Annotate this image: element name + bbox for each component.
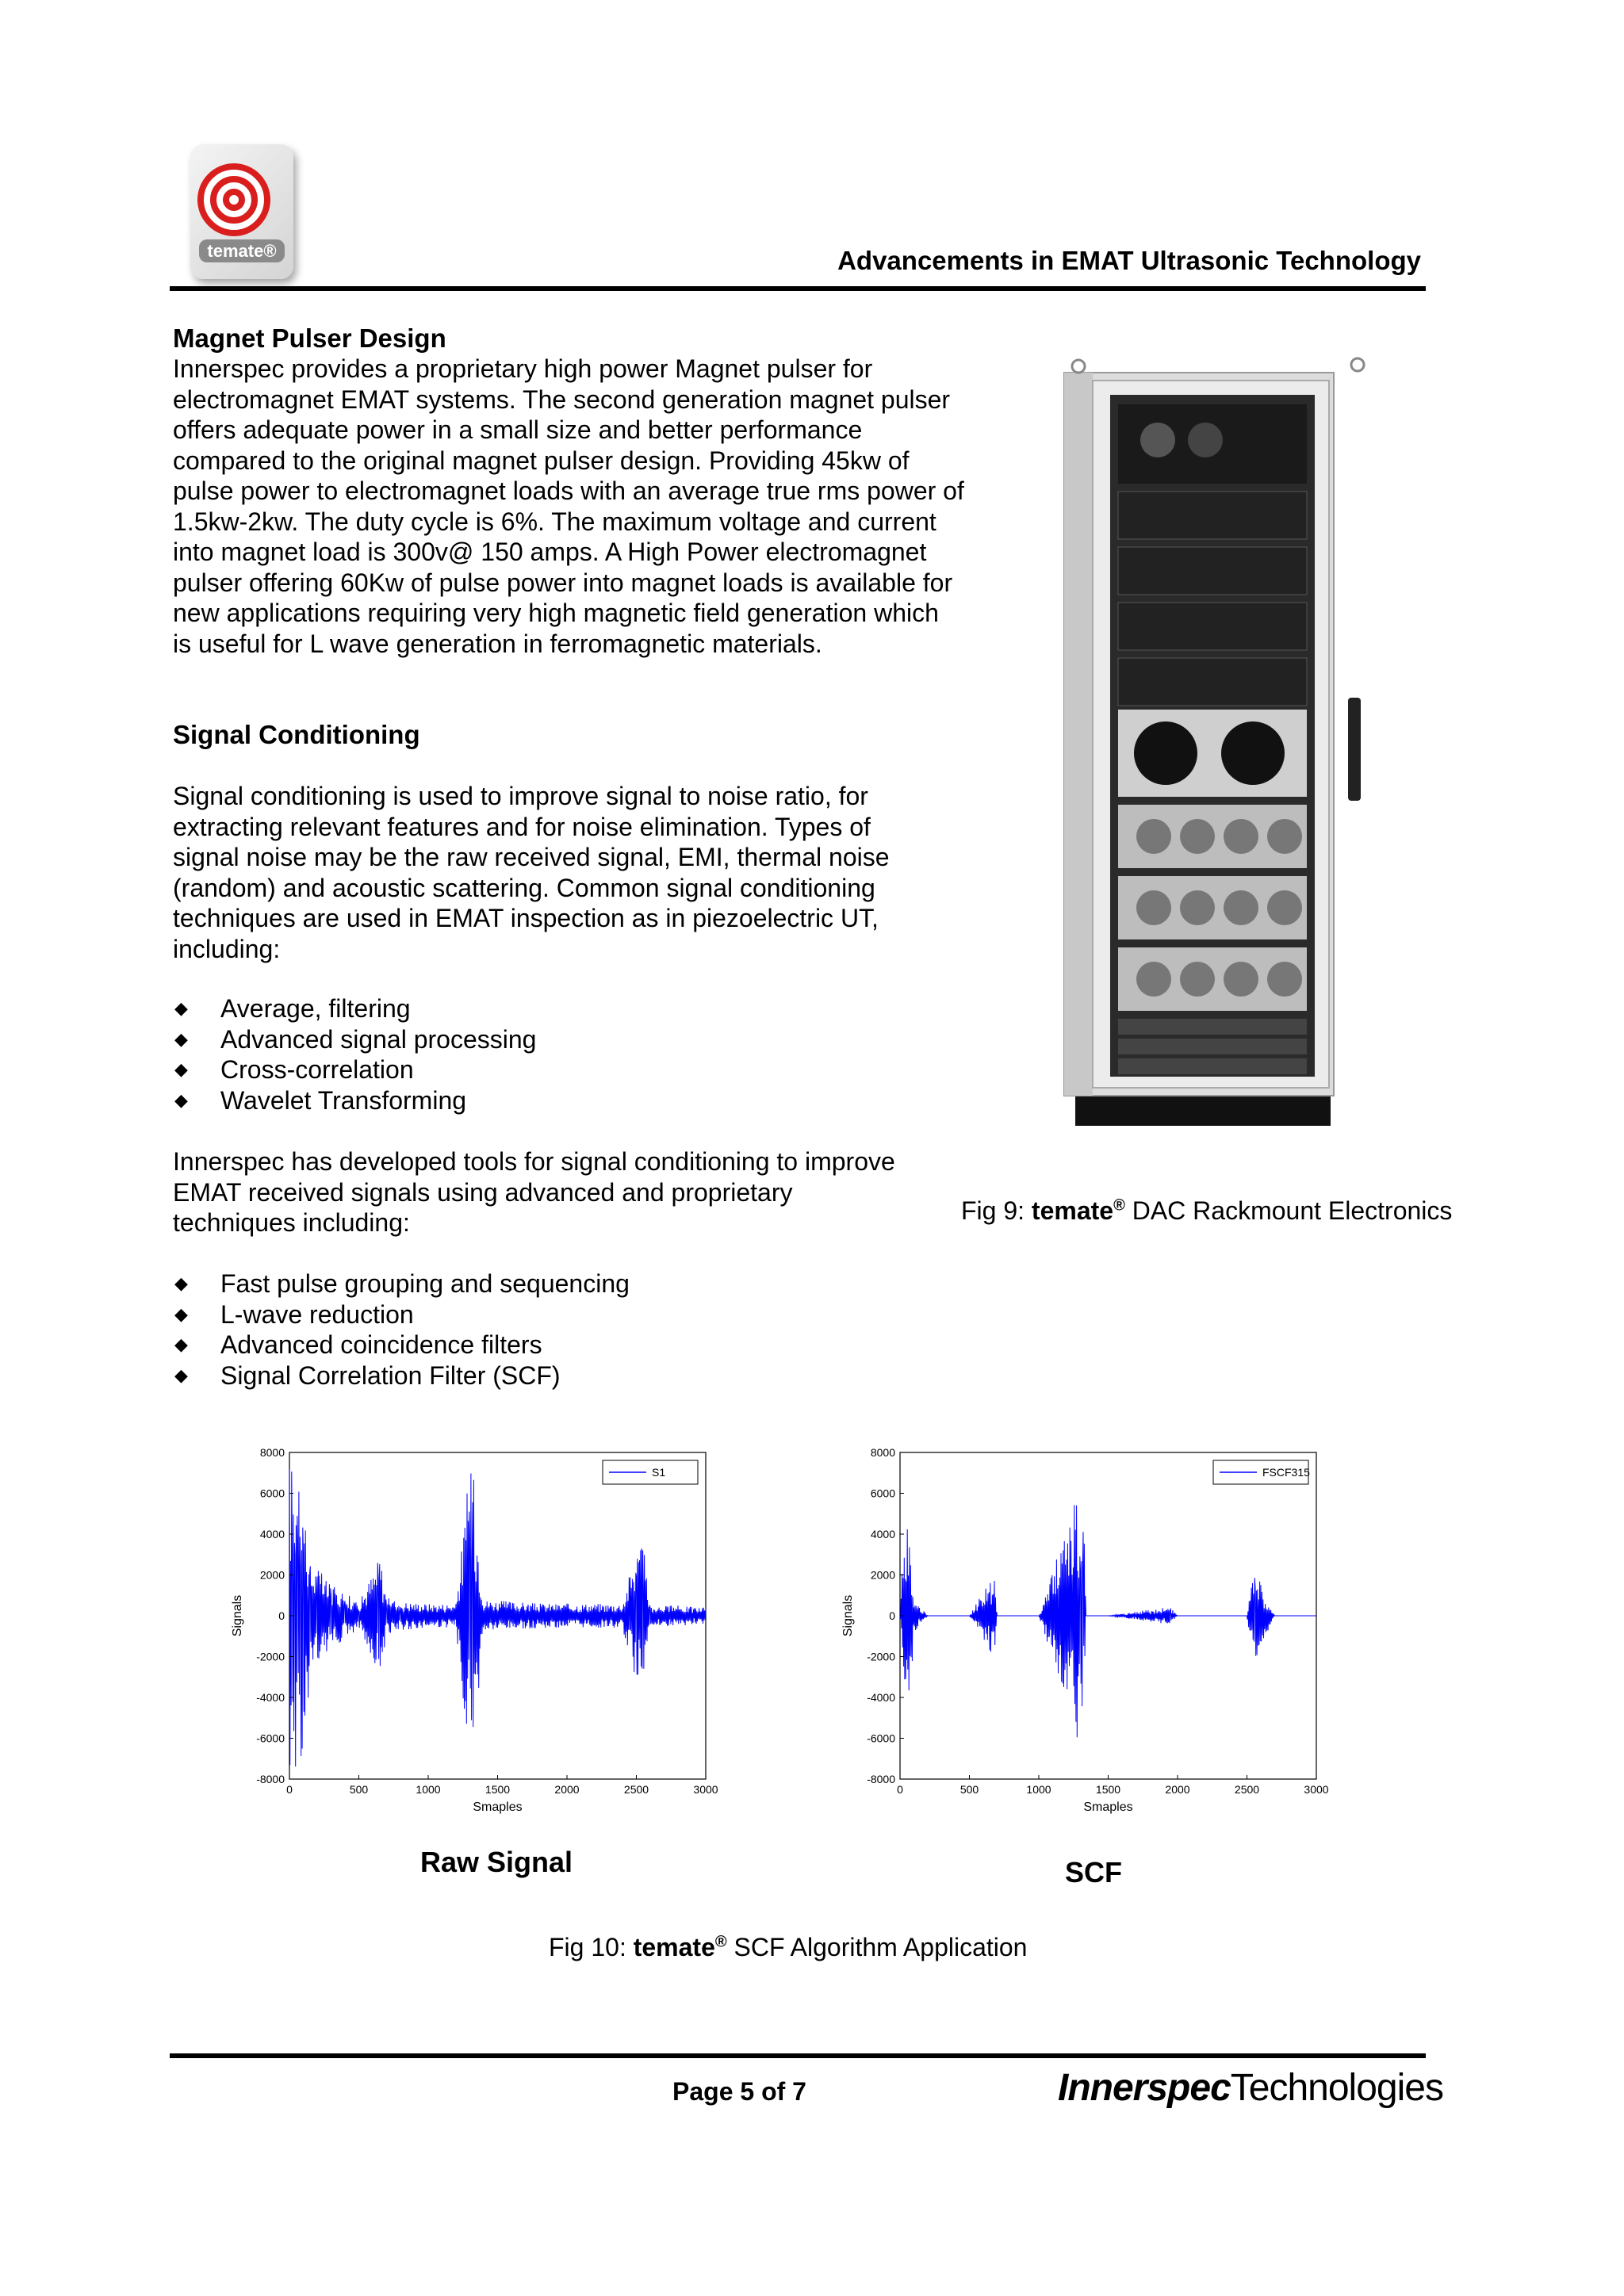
text-line: including: bbox=[173, 934, 281, 963]
text-line: pulser offering 60Kw of pulse power into magnet loads is available for bbox=[173, 568, 953, 597]
text-line: signal noise may be the raw received signal, EMI, thermal noise bbox=[173, 843, 890, 871]
y-tick-label: -8000 bbox=[256, 1773, 285, 1785]
fig9-caption: Fig 9: temate® DAC Rackmount Electronics bbox=[961, 1196, 1453, 1225]
list-item-label: Cross-correlation bbox=[220, 1055, 414, 1084]
list-item bbox=[173, 993, 887, 1024]
list-item-label: Wavelet Transforming bbox=[220, 1085, 467, 1115]
x-axis-label: Smaples bbox=[473, 1800, 523, 1814]
x-tick-label: 1000 bbox=[416, 1783, 441, 1796]
document-title: Advancements in EMAT Ultrasonic Technology bbox=[837, 246, 1421, 275]
y-tick-label: 4000 bbox=[259, 1528, 285, 1540]
y-tick-label: -4000 bbox=[256, 1691, 285, 1704]
y-tick-label: -6000 bbox=[256, 1732, 285, 1745]
text-line: Innerspec provides a proprietary high power Magnet pulser for bbox=[173, 354, 873, 383]
common-techniques-list bbox=[173, 993, 887, 1115]
diamond-bullet-icon: ◆ bbox=[174, 1273, 188, 1293]
x-tick-label: 1500 bbox=[1095, 1783, 1121, 1796]
text-line: offers adequate power in a small size and better performance bbox=[173, 415, 863, 444]
innerspec-logo: InnerspecTechnologies bbox=[1058, 2067, 1443, 2109]
y-tick-label: 4000 bbox=[870, 1528, 895, 1540]
raw-signal-chart bbox=[222, 1435, 730, 1831]
text-line: 1.5kw-2kw. The duty cycle is 6%. The maximum voltage and current bbox=[173, 507, 936, 536]
text-line: Signal conditioning is used to improve signal to noise ratio, for bbox=[173, 782, 868, 810]
text-line: compared to the original magnet pulser design. Providing 45kw of bbox=[173, 446, 910, 475]
x-tick-label: 0 bbox=[897, 1783, 903, 1796]
header-rule bbox=[170, 286, 1426, 291]
x-tick-label: 1000 bbox=[1026, 1783, 1051, 1796]
list-item bbox=[173, 1024, 887, 1055]
magnet-paragraph bbox=[173, 354, 1029, 659]
x-axis-label: Smaples bbox=[1083, 1800, 1133, 1814]
diamond-bullet-icon: ◆ bbox=[174, 1303, 188, 1324]
fig10-caption: Fig 10: temate® SCF Algorithm Application bbox=[549, 1933, 1028, 1961]
y-tick-label: 6000 bbox=[259, 1487, 285, 1500]
y-tick-label: 8000 bbox=[259, 1446, 285, 1459]
diamond-bullet-icon: ◆ bbox=[174, 1364, 188, 1385]
list-item-label: Advanced signal processing bbox=[220, 1024, 537, 1054]
diamond-bullet-icon: ◆ bbox=[174, 1028, 188, 1049]
x-tick-label: 500 bbox=[349, 1783, 369, 1796]
y-tick-label: -4000 bbox=[867, 1691, 895, 1704]
x-tick-label: 3000 bbox=[1304, 1783, 1329, 1796]
proprietary-techniques-list bbox=[173, 1269, 887, 1391]
y-axis-label: Signals bbox=[231, 1594, 244, 1637]
y-tick-label: -8000 bbox=[867, 1773, 895, 1785]
y-tick-label: -6000 bbox=[867, 1732, 895, 1745]
x-tick-label: 500 bbox=[959, 1783, 979, 1796]
y-tick-label: 8000 bbox=[870, 1446, 895, 1459]
text-line: into magnet load is 300v@ 150 amps. A High Power electromagnet bbox=[173, 538, 927, 566]
list-item-label: Advanced coincidence filters bbox=[220, 1330, 542, 1359]
legend-label: S1 bbox=[652, 1466, 666, 1479]
tools-paragraph bbox=[173, 1146, 966, 1238]
diamond-bullet-icon: ◆ bbox=[174, 1334, 188, 1354]
x-tick-label: 3000 bbox=[693, 1783, 718, 1796]
y-tick-label: 6000 bbox=[870, 1487, 895, 1500]
x-tick-label: 0 bbox=[286, 1783, 293, 1796]
list-item bbox=[173, 1299, 887, 1330]
y-tick-label: -2000 bbox=[867, 1650, 895, 1663]
list-item bbox=[173, 1269, 887, 1299]
text-line: techniques are used in EMAT inspection as in piezoelectric UT, bbox=[173, 904, 879, 932]
text-line: techniques including: bbox=[173, 1208, 410, 1237]
diamond-bullet-icon: ◆ bbox=[174, 1059, 188, 1079]
scf-label: SCF bbox=[1065, 1856, 1122, 1888]
diamond-bullet-icon: ◆ bbox=[174, 1089, 188, 1110]
raw-signal-label: Raw Signal bbox=[420, 1846, 573, 1878]
diamond-bullet-icon: ◆ bbox=[174, 998, 188, 1018]
text-line: (random) and acoustic scattering. Common signal conditioning bbox=[173, 873, 875, 902]
temate-logo-icon bbox=[190, 144, 293, 247]
text-line: new applications requiring very high magnetic field generation which bbox=[173, 599, 939, 627]
text-line: EMAT received signals using advanced and proprietary bbox=[173, 1177, 793, 1207]
y-tick-label: 0 bbox=[889, 1609, 895, 1622]
y-axis-label: Signals bbox=[841, 1594, 855, 1637]
list-item-label: L-wave reduction bbox=[220, 1299, 414, 1329]
x-tick-label: 2500 bbox=[1234, 1783, 1260, 1796]
y-tick-label: 0 bbox=[278, 1609, 285, 1622]
list-item bbox=[173, 1054, 887, 1085]
logo-wordmark: temate® bbox=[190, 241, 293, 262]
y-tick-label: -2000 bbox=[256, 1650, 285, 1663]
x-tick-label: 2500 bbox=[623, 1783, 649, 1796]
y-tick-label: 2000 bbox=[259, 1568, 285, 1582]
footer-rule bbox=[170, 2053, 1426, 2058]
list-item bbox=[173, 1330, 887, 1360]
x-tick-label: 2000 bbox=[554, 1783, 580, 1796]
x-tick-label: 2000 bbox=[1165, 1783, 1190, 1796]
magnet-section-title: Magnet Pulser Design bbox=[173, 323, 446, 353]
rackmount-cabinet-photo bbox=[1047, 349, 1380, 1154]
y-tick-label: 2000 bbox=[870, 1568, 895, 1582]
list-item bbox=[173, 1085, 887, 1116]
list-item-label: Fast pulse grouping and sequencing bbox=[220, 1269, 630, 1298]
text-line: pulse power to electromagnet loads with an average true rms power of bbox=[173, 476, 964, 505]
text-line: extracting relevant features and for noise elimination. Types of bbox=[173, 812, 871, 841]
text-line: Innerspec has developed tools for signal conditioning to improve bbox=[173, 1147, 895, 1176]
legend-label: FSCF315 bbox=[1262, 1466, 1310, 1479]
text-line: electromagnet EMAT systems. The second generation magnet pulser bbox=[173, 385, 951, 414]
list-item-label: Average, filtering bbox=[220, 994, 411, 1023]
x-tick-label: 1500 bbox=[485, 1783, 511, 1796]
signal-intro-paragraph bbox=[173, 781, 966, 964]
list-item bbox=[173, 1360, 887, 1391]
text-line: is useful for L wave generation in ferromagnetic materials. bbox=[173, 629, 822, 658]
signal-section-title: Signal Conditioning bbox=[173, 720, 420, 749]
page-number: Page 5 of 7 bbox=[672, 2077, 806, 2106]
list-item-label: Signal Correlation Filter (SCF) bbox=[220, 1360, 561, 1390]
scf-chart bbox=[833, 1435, 1340, 1831]
